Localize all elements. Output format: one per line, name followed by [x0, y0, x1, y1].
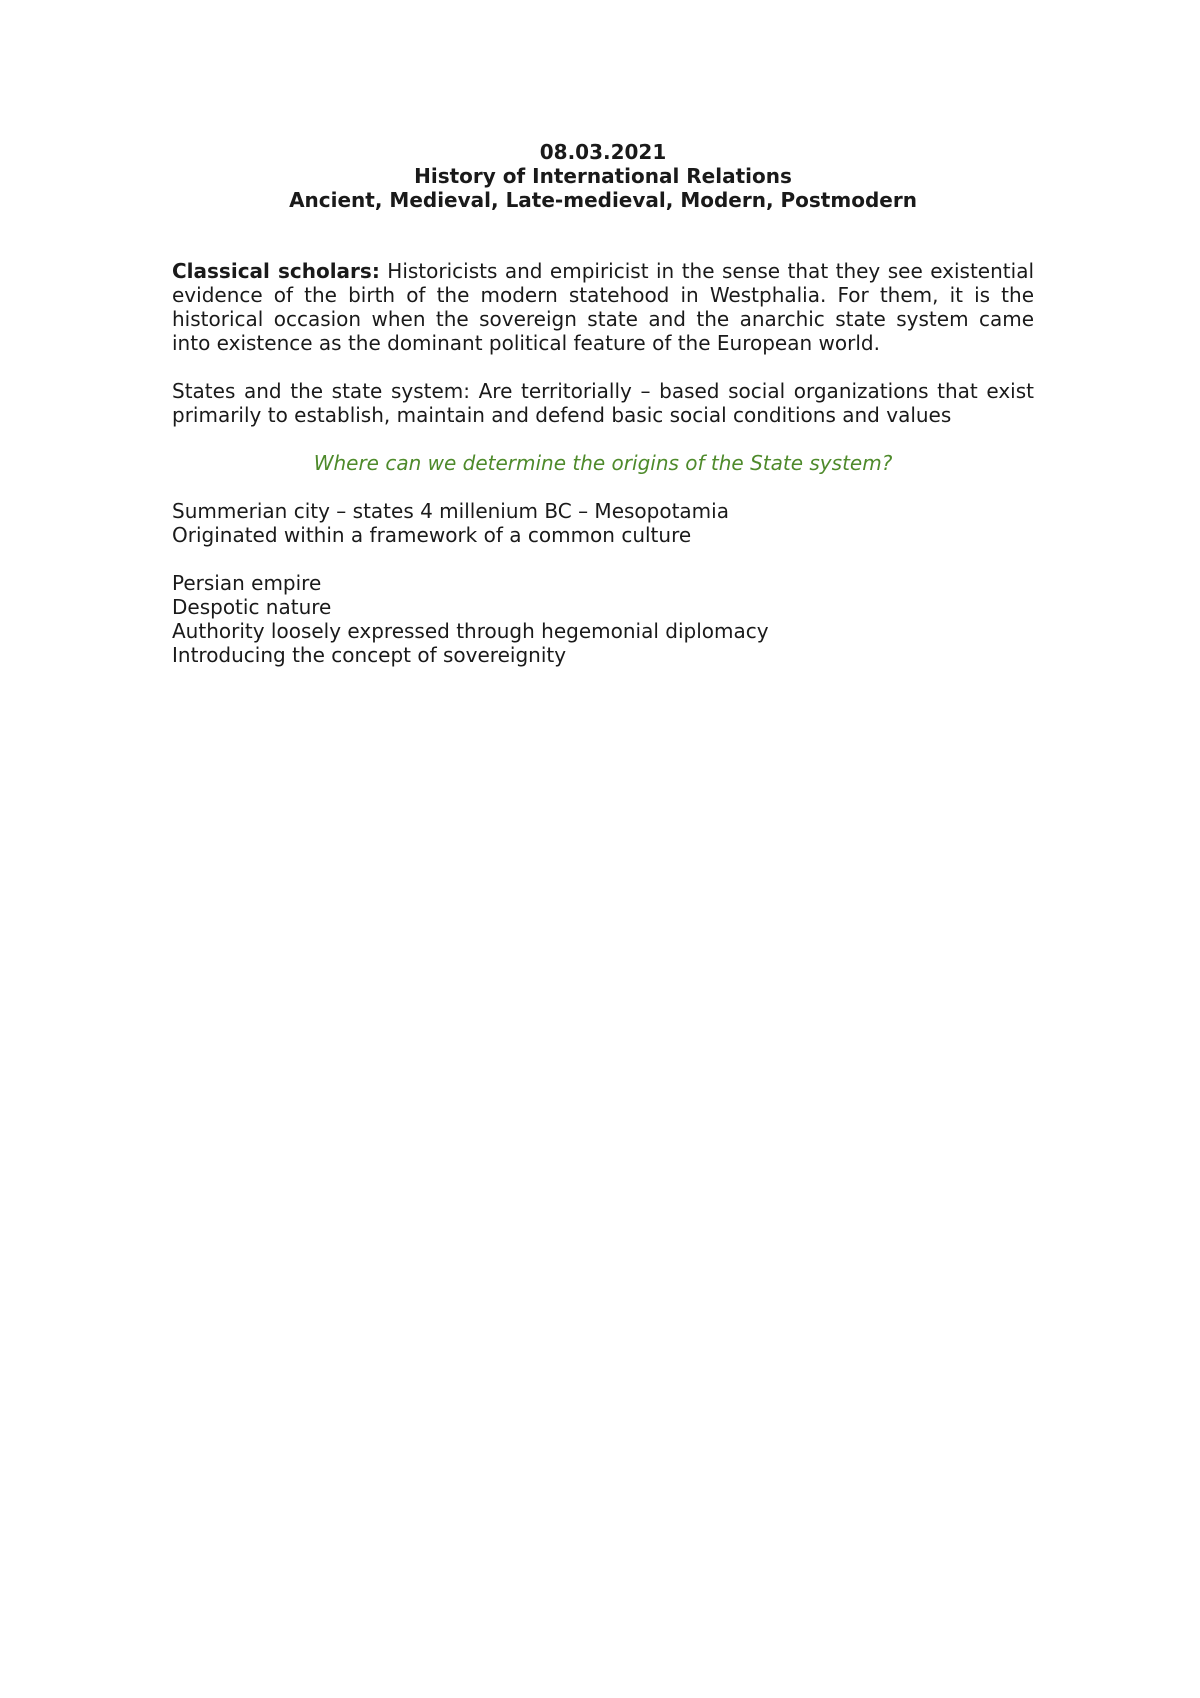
persian-line: Authority loosely expressed through hegemonial diplomacy — [172, 619, 769, 643]
classical-scholars-paragraph — [172, 259, 1034, 355]
document-header — [172, 140, 1034, 212]
summerian-line: Originated within a framework of a common culture — [172, 523, 692, 547]
summerian-line: Summerian city – states 4 millenium BC – Mesopotamia — [172, 499, 729, 523]
states-paragraph: States and the state system: Are territorially – based social organizations that exist primarily to establish, maintain and defend basic social conditions and values — [172, 379, 1034, 427]
persian-line: Despotic nature — [172, 595, 332, 619]
summerian-section — [172, 499, 1034, 547]
document-title: History of International Relations — [414, 164, 792, 188]
persian-line: Introducing the concept of sovereignity — [172, 643, 567, 667]
classical-scholars-label: Classical scholars: — [172, 259, 380, 283]
document-page — [172, 140, 1034, 691]
document-date: 08.03.2021 — [539, 140, 667, 164]
classical-scholars-text: Historicists and empiricist in the sense that they see existential evidence of the birth of the modern statehood in Westphalia. For them, it is the historical occasion when the sovereign state and the anarchic state system came into existence as the dominant political feature of the European world. — [172, 259, 1035, 355]
document-subtitle: Ancient, Medieval, Late-medieval, Modern, Postmodern — [289, 188, 917, 212]
persian-line: Persian empire — [172, 571, 322, 595]
origins-question: Where can we determine the origins of the State system? — [313, 451, 893, 475]
persian-section — [172, 571, 1034, 667]
